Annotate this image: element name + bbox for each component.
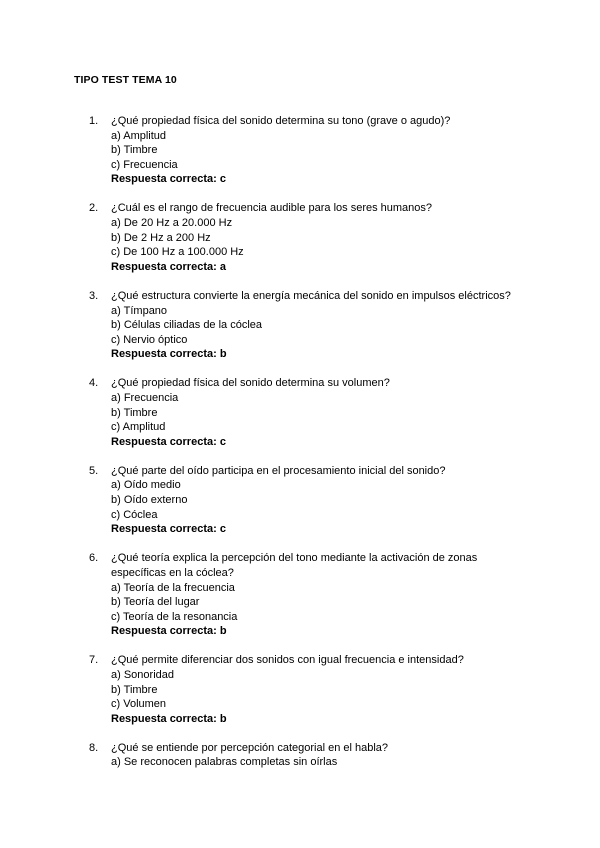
correct-answer: Respuesta correcta: b [111, 625, 227, 638]
question-item [0, 376, 531, 449]
correct-answer: Respuesta correcta: c [111, 173, 226, 186]
option-b: b) Células ciliadas de la cóclea [111, 319, 263, 332]
question-number: 1. [89, 115, 99, 127]
option-b: b) Timbre [111, 144, 158, 157]
question-item [0, 741, 531, 770]
option-b: b) Oído externo [111, 494, 188, 507]
option-a: a) Teoría de la frecuencia [111, 581, 235, 594]
option-b: b) Timbre [111, 683, 158, 696]
question-text: ¿Cuál es el rango de frecuencia audible para los seres humanos? [111, 202, 433, 215]
option-a: a) Amplitud [111, 129, 167, 142]
correct-answer: Respuesta correcta: b [111, 712, 227, 725]
option-c: c) Amplitud [111, 421, 166, 434]
correct-answer: Respuesta correcta: c [111, 435, 226, 448]
option-b: b) Timbre [111, 406, 158, 419]
question-number: 7. [89, 654, 99, 667]
question-number: 2. [89, 202, 99, 215]
question-item [0, 114, 531, 187]
question-item [0, 551, 531, 639]
question-text: ¿Qué permite diferenciar dos sonidos con igual frecuencia e intensidad? [111, 654, 464, 667]
option-c: c) Teoría de la resonancia [111, 610, 238, 623]
question-item [0, 289, 531, 362]
question-text: ¿Qué propiedad física del sonido determina su volumen? [111, 377, 390, 390]
question-number: 4. [89, 377, 99, 390]
question-text: ¿Qué parte del oído participa en el procesamiento inicial del sonido? [111, 464, 446, 477]
question-item [0, 464, 531, 537]
question-item [0, 201, 531, 274]
correct-answer: Respuesta correcta: b [111, 348, 227, 361]
option-a: a) De 20 Hz a 20.000 Hz [111, 217, 233, 230]
question-number: 6. [89, 552, 99, 565]
question-number: 3. [89, 289, 99, 302]
question-text: ¿Qué estructura convierte la energía mecánica del sonido en impulsos eléctricos? [111, 289, 511, 302]
question-text: ¿Qué propiedad física del sonido determina su tono (grave o agudo)? [111, 115, 451, 127]
question-item [0, 653, 531, 726]
question-number: 8. [89, 741, 99, 754]
question-number: 5. [89, 464, 99, 477]
document-title: TIPO TEST TEMA 10 [74, 74, 177, 86]
option-c: c) Cóclea [111, 508, 158, 521]
option-c: c) De 100 Hz a 100.000 Hz [111, 246, 244, 259]
option-a: a) Frecuencia [111, 392, 179, 404]
option-b: b) De 2 Hz a 200 Hz [111, 231, 211, 244]
option-a: a) Sonoridad [111, 669, 174, 681]
option-a: a) Oído medio [111, 479, 181, 492]
option-a: a) Se reconocen palabras completas sin oírlas [111, 756, 338, 769]
option-a: a) Tímpano [111, 304, 168, 317]
option-c: c) Frecuencia [111, 158, 178, 171]
question-list [0, 114, 600, 785]
option-b: b) Teoría del lugar [111, 596, 200, 609]
correct-answer: Respuesta correcta: c [111, 523, 226, 536]
correct-answer: Respuesta correcta: a [111, 260, 226, 273]
option-c: c) Volumen [111, 698, 167, 711]
question-text: ¿Qué teoría explica la percepción del tono mediante la activación de zonas específicas en la cóclea? [111, 552, 478, 579]
option-c: c) Nervio óptico [111, 333, 188, 346]
question-text: ¿Qué se entiende por percepción categorial en el habla? [111, 741, 389, 754]
